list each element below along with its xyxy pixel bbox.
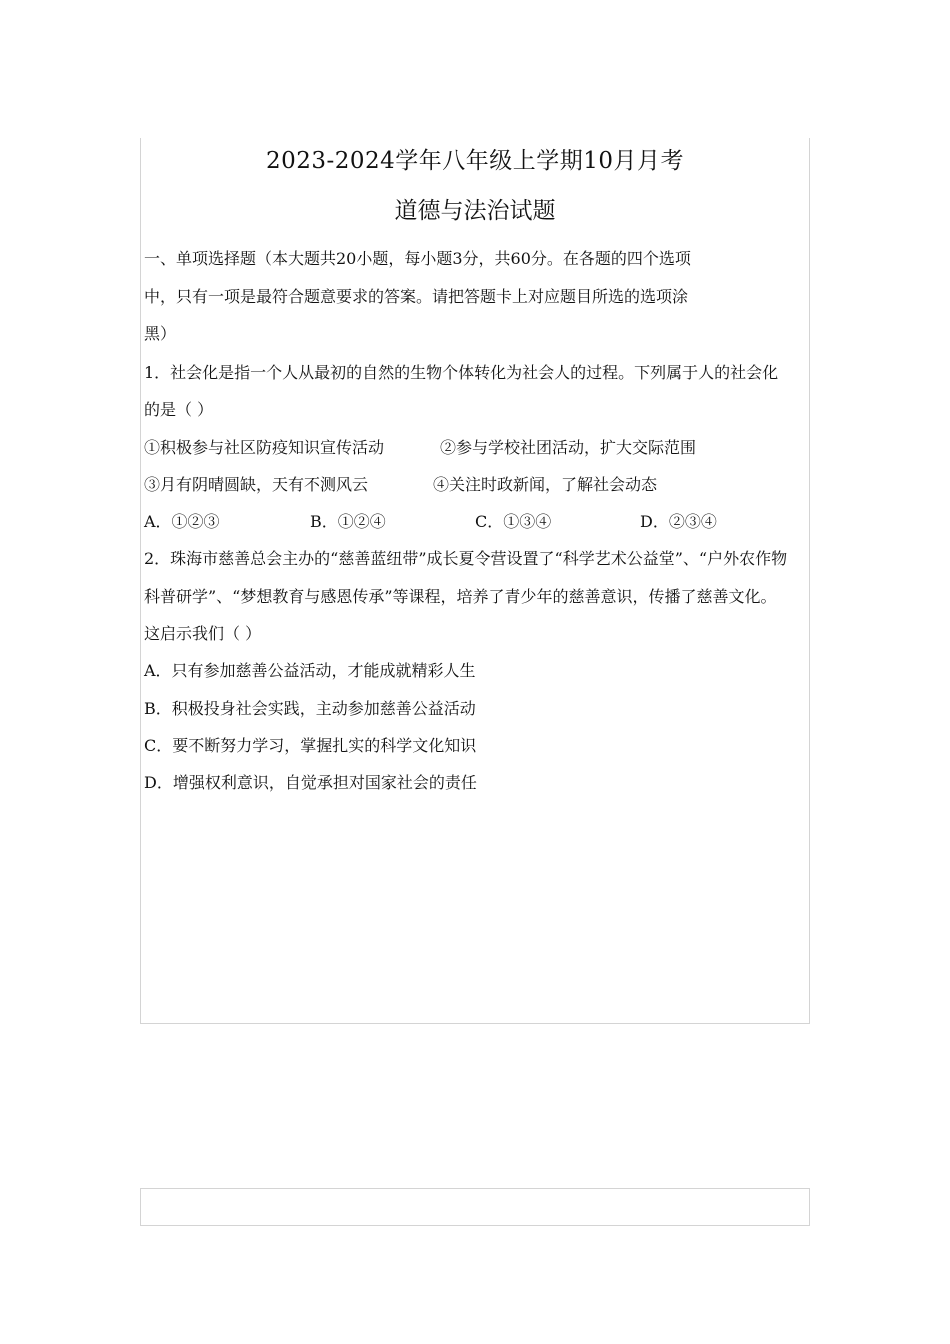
q1-option-a[interactable]: A．①②③ — [144, 512, 220, 531]
q1-statement-4: ④关注时政新闻，了解社会动态 — [433, 475, 658, 494]
q1-option-d[interactable]: D．②③④ — [640, 512, 717, 531]
q1-statement-1: ①积极参与社区防疫知识宣传活动 — [144, 438, 385, 457]
q2-option-c[interactable]: C．要不断努力学习，掌握扎实的科学文化知识 — [144, 736, 477, 755]
q1-option-c[interactable]: C．①③④ — [475, 512, 552, 531]
q1-statement-2: ②参与学校社团活动，扩大交际范围 — [440, 438, 697, 457]
content-frame — [140, 138, 810, 1024]
q2-option-d[interactable]: D．增强权利意识，自觉承担对国家社会的责任 — [144, 773, 477, 792]
question-2-stem: 这启示我们（ ） — [144, 624, 262, 643]
q2-option-a[interactable]: A．只有参加慈善公益活动，才能成就精彩人生 — [144, 661, 476, 680]
question-2-stem: 2．珠海市慈善总会主办的“慈善蓝纽带”成长夏令营设置了“科学艺术公益堂”、“户外农作物 — [144, 549, 788, 568]
page-title: 2023-2024学年八年级上学期10月月考 — [265, 148, 685, 174]
section-instruction: 一、单项选择题（本大题共20小题，每小题3分，共60分。在各题的四个选项 — [144, 249, 691, 268]
q2-option-b[interactable]: B．积极投身社会实践，主动参加慈善公益活动 — [144, 699, 476, 718]
section-instruction: 黑） — [144, 324, 177, 343]
question-1-stem: 1．社会化是指一个人从最初的自然的生物个体转化为社会人的过程。下列属于人的社会化 — [144, 363, 779, 382]
page-subtitle: 道德与法治试题 — [394, 198, 556, 224]
q1-statement-3: ③月有阴晴圆缺，天有不测风云 — [144, 475, 369, 494]
question-1-stem: 的是（ ） — [144, 400, 214, 419]
content-frame-bottom — [140, 1188, 810, 1226]
question-2-stem: 科普研学”、“梦想教育与感恩传承”等课程，培养了青少年的慈善意识，传播了慈善文化。 — [144, 587, 777, 606]
q1-option-b[interactable]: B．①②④ — [310, 512, 386, 531]
section-instruction: 中，只有一项是最符合题意要求的答案。请把答题卡上对应题目所选的选项涂 — [144, 287, 689, 306]
